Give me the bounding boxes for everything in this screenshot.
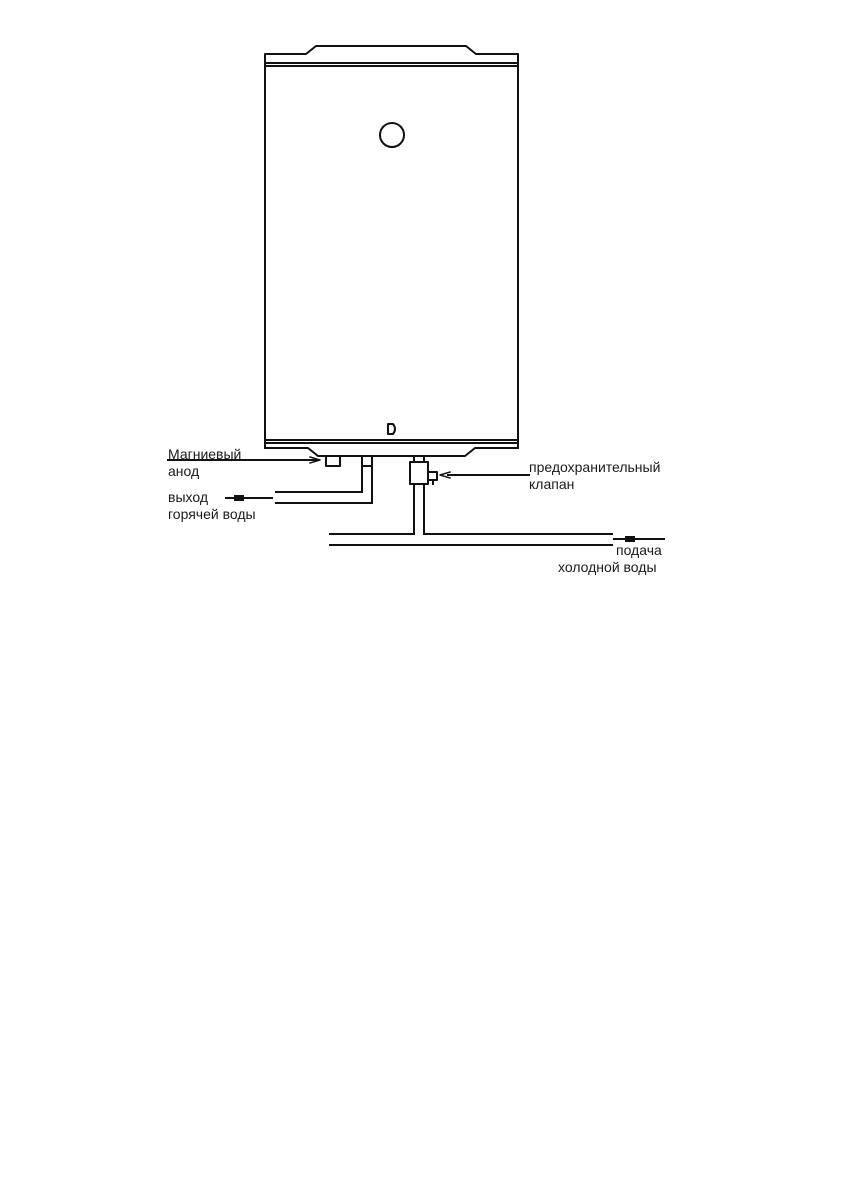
safety-valve-lever (428, 472, 437, 480)
anode-label-line2: анод (168, 463, 200, 479)
anode-label-line1: Магниевый (168, 446, 242, 462)
hot-water-arrow (226, 495, 272, 501)
tank (265, 46, 518, 456)
hot-water-pipe (276, 456, 372, 503)
safety-valve (410, 462, 428, 484)
hot-water-label-line1: выход (168, 489, 208, 505)
hot-water-label-line2: горячей воды (168, 506, 256, 522)
cold-water-label-line2: холодной воды (558, 559, 657, 575)
tank-bottom-cap (265, 448, 518, 456)
magnesium-anode (326, 456, 340, 466)
safety-valve-label-line1: предохранительный (529, 459, 661, 475)
indicator-lamp-icon (388, 424, 395, 434)
cold-water-label-line1: подача (616, 542, 662, 558)
tank-top-cap (265, 46, 518, 63)
thermometer-dial-icon (380, 123, 404, 147)
safety-valve-label-line2: клапан (529, 476, 575, 492)
